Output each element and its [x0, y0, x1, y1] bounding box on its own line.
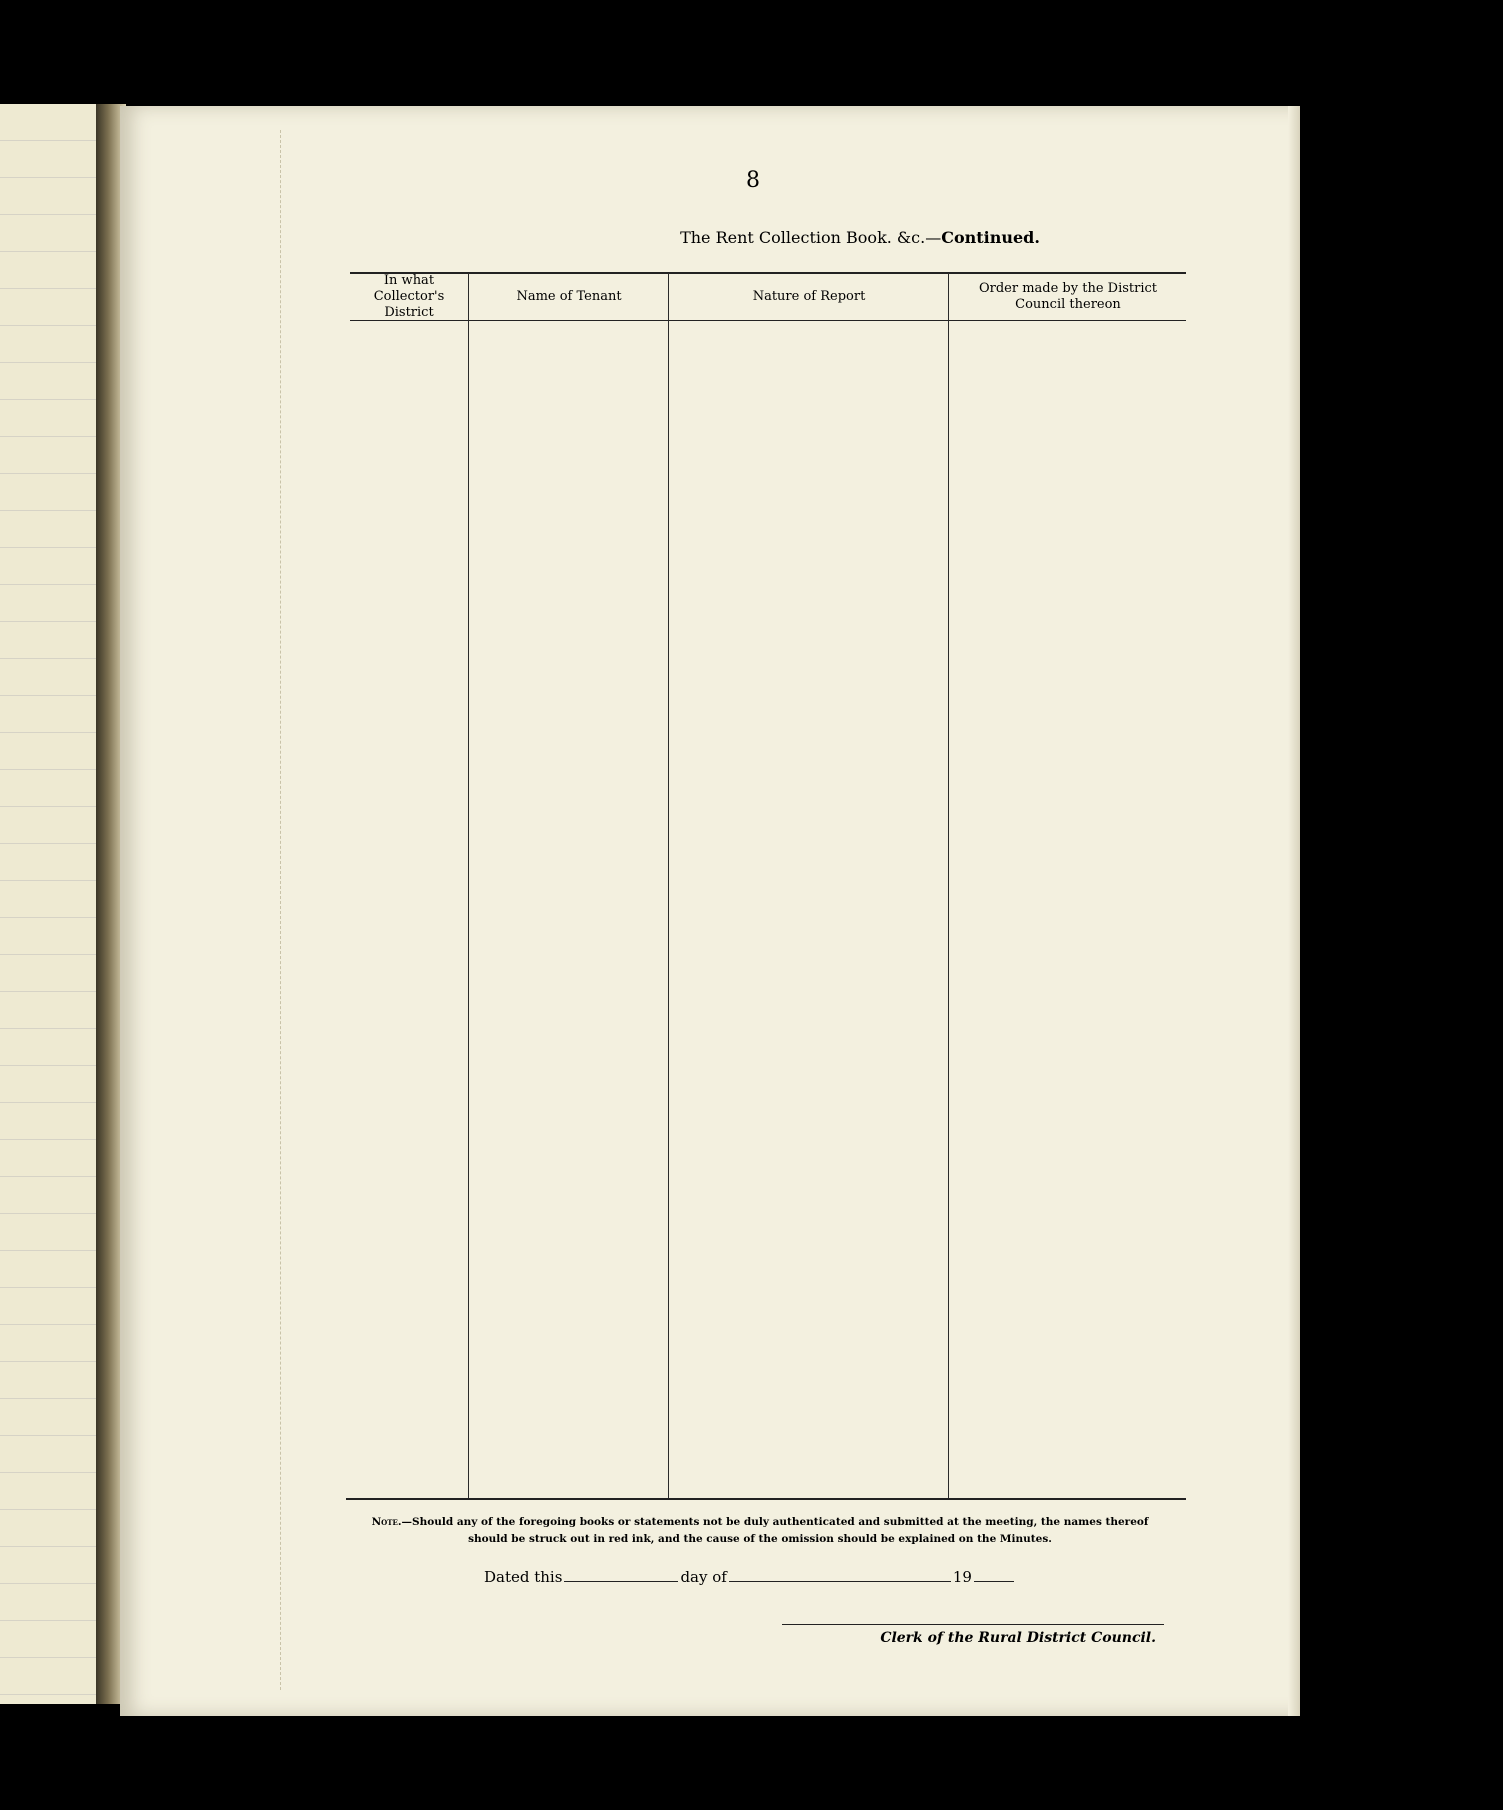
dated-middle: day of: [680, 1568, 727, 1586]
perforation-line: [280, 130, 281, 1690]
column-header-nature-of-report: Nature of Report: [752, 289, 866, 304]
dated-year: 19: [952, 1568, 972, 1586]
month-blank[interactable]: [729, 1581, 951, 1582]
footnote-label: Note.: [371, 1516, 402, 1528]
column-header-order-made: Order made by the District Council thereon: [978, 281, 1158, 312]
footnote-text: —Should any of the foregoing books or statements not be duly authenticated and submitted at the meeting, the names thereof should be struck out in red ink, and the cause of the omission should be explained on the Minutes.: [401, 1516, 1149, 1545]
title-main: The Rent Collection Book. &c.—: [680, 228, 942, 247]
column-divider: [468, 273, 469, 1499]
table-bottom-rule: [346, 1498, 1186, 1500]
footnote: [360, 1514, 1160, 1548]
dated-prefix: Dated this: [484, 1568, 563, 1586]
column-header-collectors-district: In what Collector's District: [373, 273, 445, 320]
title-continued: Continued.: [941, 228, 1040, 247]
column-divider: [948, 273, 949, 1499]
page-title: [300, 228, 1420, 247]
dated-line: [484, 1568, 1016, 1586]
page-edge: [1288, 106, 1300, 1716]
day-blank[interactable]: [564, 1581, 678, 1582]
table-header-rule: [350, 320, 1186, 321]
signature-label: Clerk of the Rural District Council.: [880, 1630, 1156, 1646]
page-number: 8: [746, 168, 760, 193]
signature-line[interactable]: [782, 1624, 1164, 1625]
adjacent-ruled-page: [0, 104, 100, 1704]
column-divider: [668, 273, 669, 1499]
year-blank[interactable]: [974, 1581, 1014, 1582]
column-header-name-of-tenant: Name of Tenant: [516, 289, 622, 304]
document-page: [120, 106, 1300, 1716]
